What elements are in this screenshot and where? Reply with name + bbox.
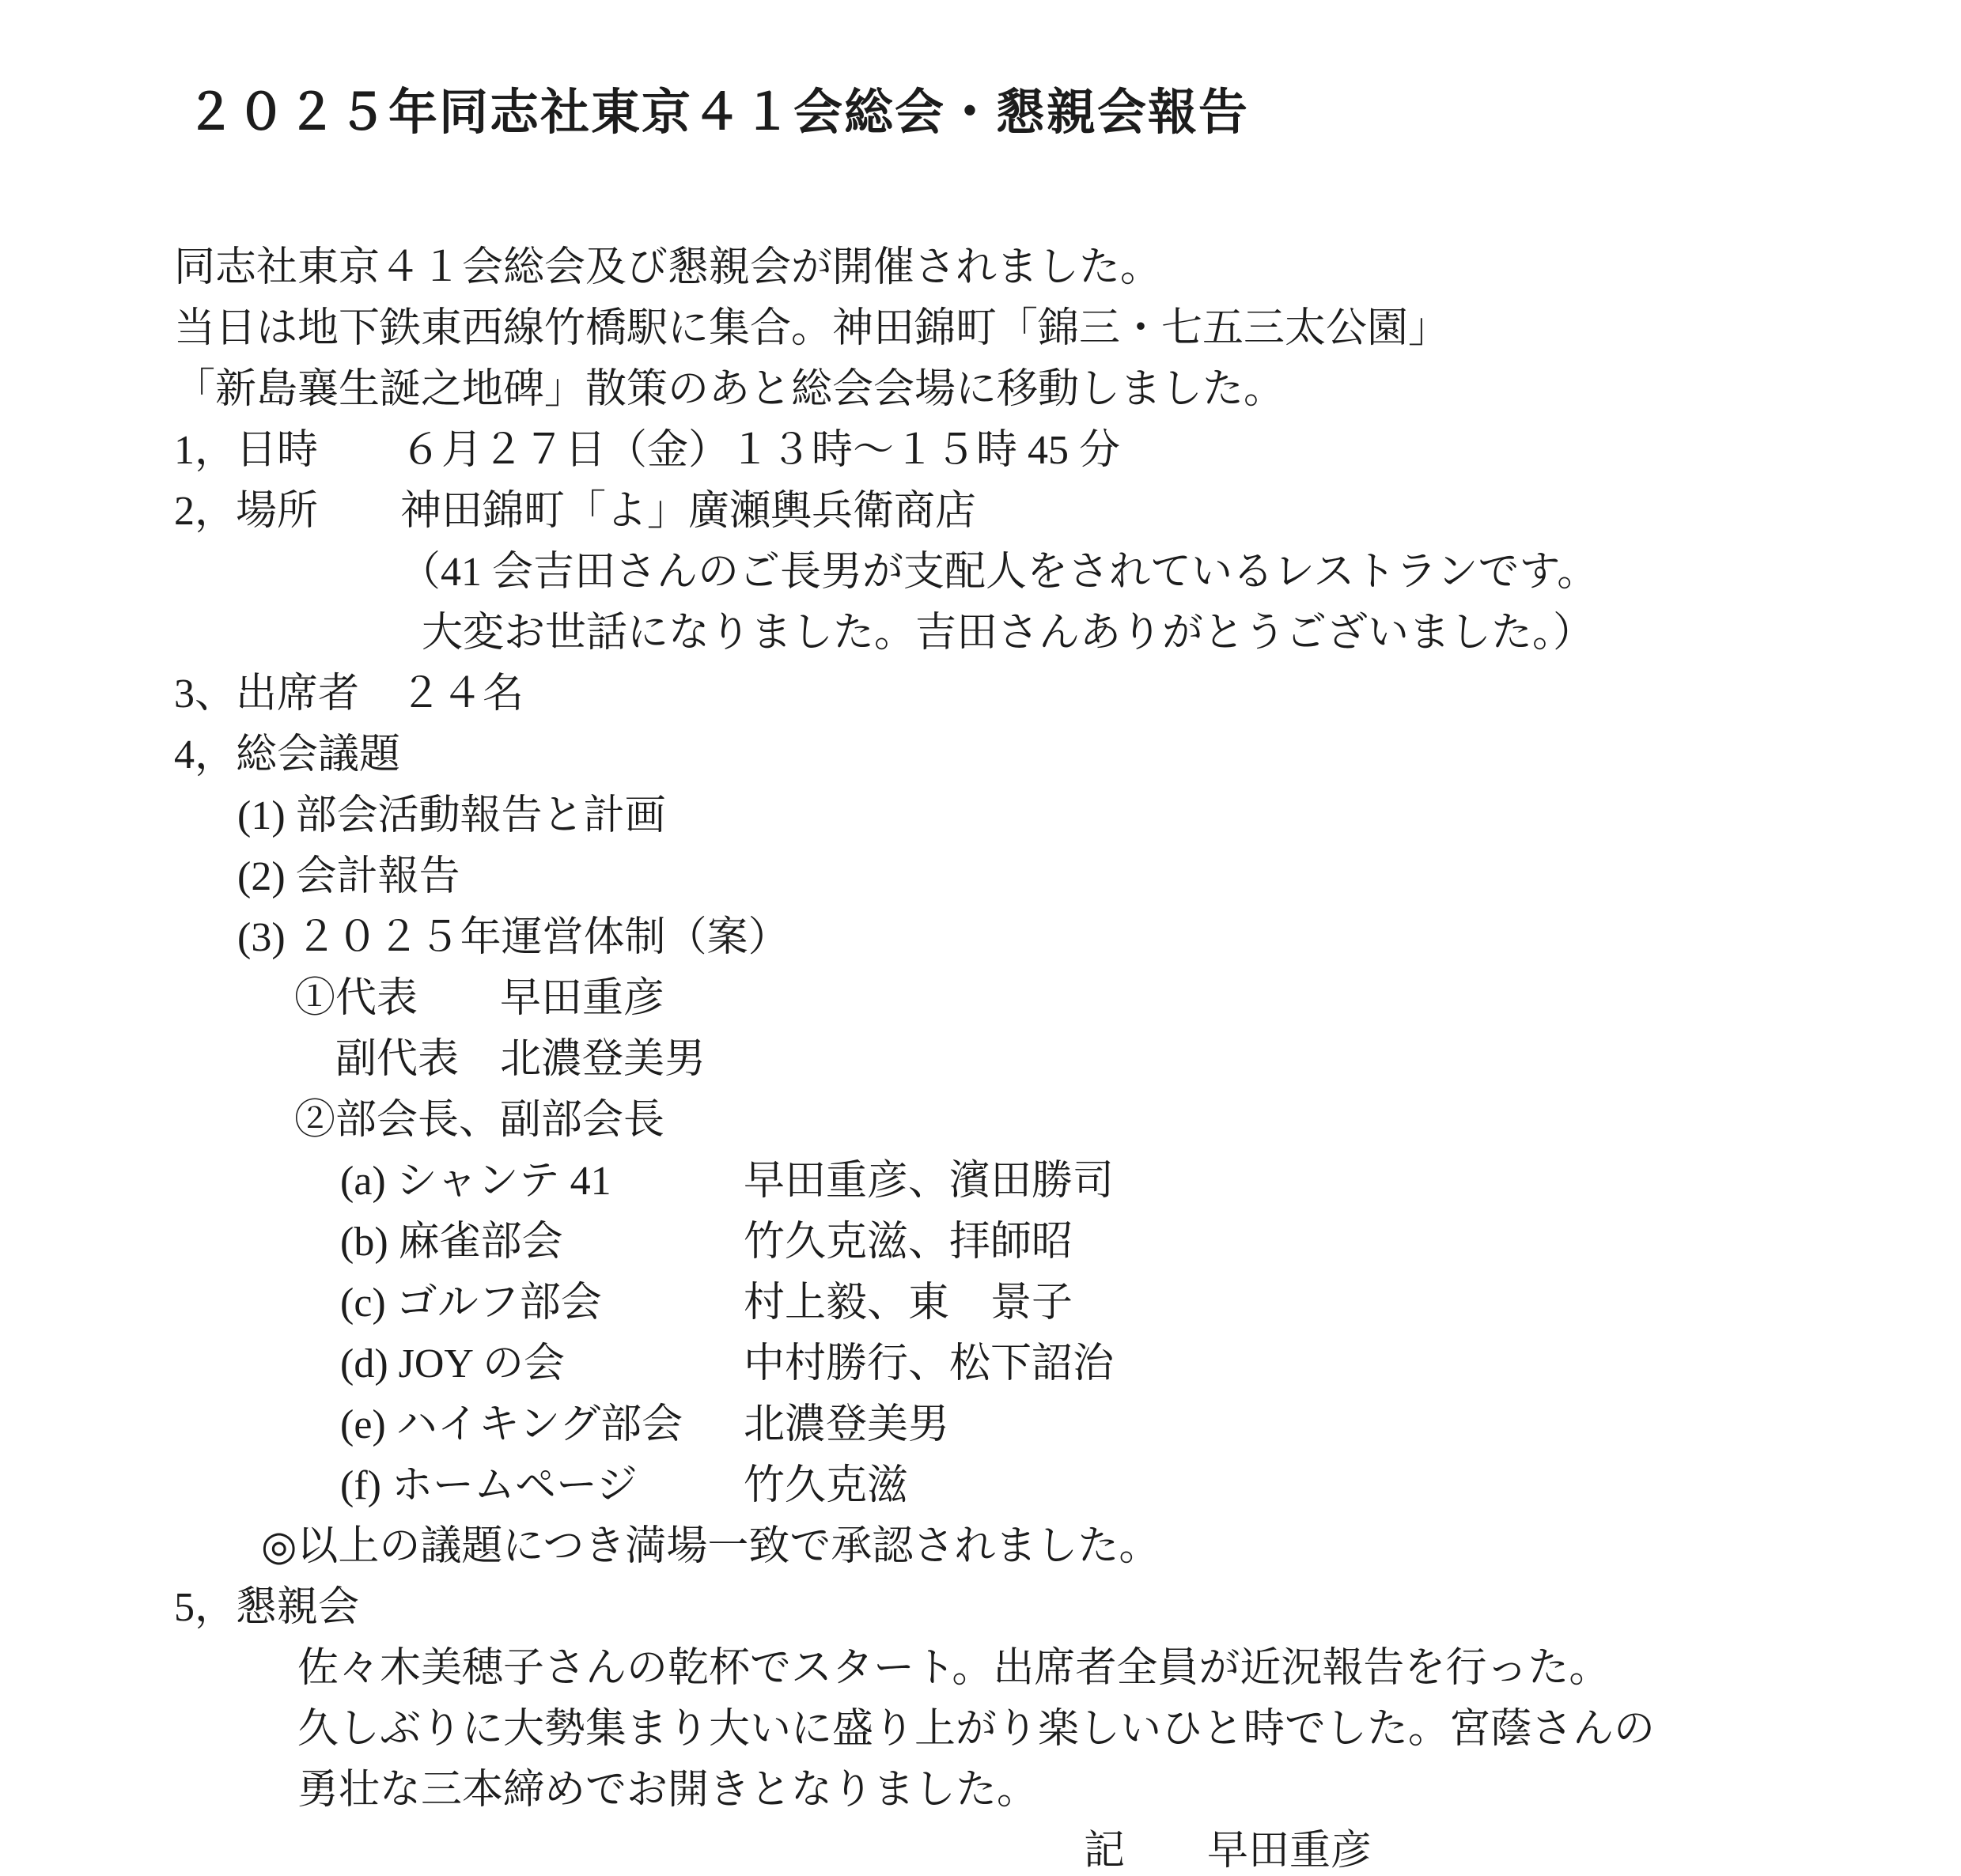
social-line-2: 久しぶりに大勢集まり大いに盛り上がり楽しいひと時でした。宮蔭さんの: [297, 1707, 1656, 1752]
place-note-line-1: （41 会吉田さんのご長男が支配人をされているレストランです。: [399, 550, 1599, 595]
officer-group-label: (f) ホームページ: [340, 1463, 638, 1508]
officer-row: [340, 1212, 1961, 1273]
social-heading: 5，懇親会: [174, 1585, 360, 1630]
intro-line-2: 当日は地下鉄東西線竹橋駅に集合。神田錦町「錦三・七五三太公園」: [174, 306, 1450, 351]
signature-line: 記 早田重彦: [1084, 1829, 1372, 1874]
org-chairs-heading: ②部会長、副部会長: [294, 1098, 665, 1143]
document-body: [0, 237, 1961, 1876]
officer-group-label: (c) ゴルフ部会: [340, 1280, 602, 1326]
officer-group-label: (b) 麻雀部会: [340, 1220, 563, 1265]
officer-row: [340, 1273, 1961, 1333]
item-place: 2，場所 神田錦町「よ」廣瀬輿兵衛商店: [174, 489, 977, 534]
place-note-line-2: 大変お世話になりました。吉田さんありがとうございました。）: [422, 611, 1595, 656]
approval-line: ◎以上の議題につき満場一致で承認されました。: [261, 1524, 1160, 1569]
officer-group-label: (a) シャンテ 41: [340, 1159, 611, 1204]
officer-group-names: 中村勝行、松下詔治: [744, 1341, 1115, 1386]
item-attendees: 3、出席者 ２４名: [174, 671, 524, 717]
agenda-item-3: (3) ２０２５年運営体制（案）: [237, 915, 789, 960]
officer-group-label: (d) JOY の会: [340, 1341, 566, 1386]
intro-line-1: 同志社東京４１会総会及び懇親会が開催されました。: [174, 245, 1162, 290]
officer-group-names: 北濃登美男: [744, 1402, 950, 1447]
org-vice-representative: 副代表 北濃登美男: [335, 1037, 706, 1082]
officer-group-label: (e) ハイキング部会: [340, 1402, 683, 1447]
document-title: ２０２５年同志社東京４１会総会・懇親会報告: [186, 86, 1250, 140]
agenda-heading: 4，総会議題: [174, 732, 401, 777]
officer-group-names: 竹久克滋、拝師昭: [744, 1220, 1073, 1265]
social-line-3: 勇壮な三本締めでお開きとなりました。: [297, 1768, 1039, 1813]
agenda-item-1: (1) 部会活動報告と計画: [237, 793, 666, 838]
officer-row: [340, 1151, 1961, 1212]
org-representative: ①代表 早田重彦: [294, 976, 665, 1021]
officer-row: [340, 1333, 1961, 1394]
officer-row: [340, 1394, 1961, 1455]
officer-group-names: 早田重彦、濱田勝司: [744, 1159, 1115, 1204]
officer-group-names: 竹久克滋: [744, 1463, 909, 1508]
item-datetime: 1，日時 ６月２７日（金）１３時～１５時 45 分: [174, 428, 1121, 473]
social-line-1: 佐々木美穂子さんの乾杯でスタート。出席者全員が近況報告を行った。: [297, 1646, 1611, 1691]
officer-row: [340, 1455, 1961, 1516]
agenda-item-2: (2) 会計報告: [237, 854, 460, 899]
intro-line-3: 「新島襄生誕之地碑」散策のあと総会会場に移動しました。: [174, 367, 1285, 412]
officer-group-names: 村上毅、東 景子: [744, 1280, 1073, 1326]
